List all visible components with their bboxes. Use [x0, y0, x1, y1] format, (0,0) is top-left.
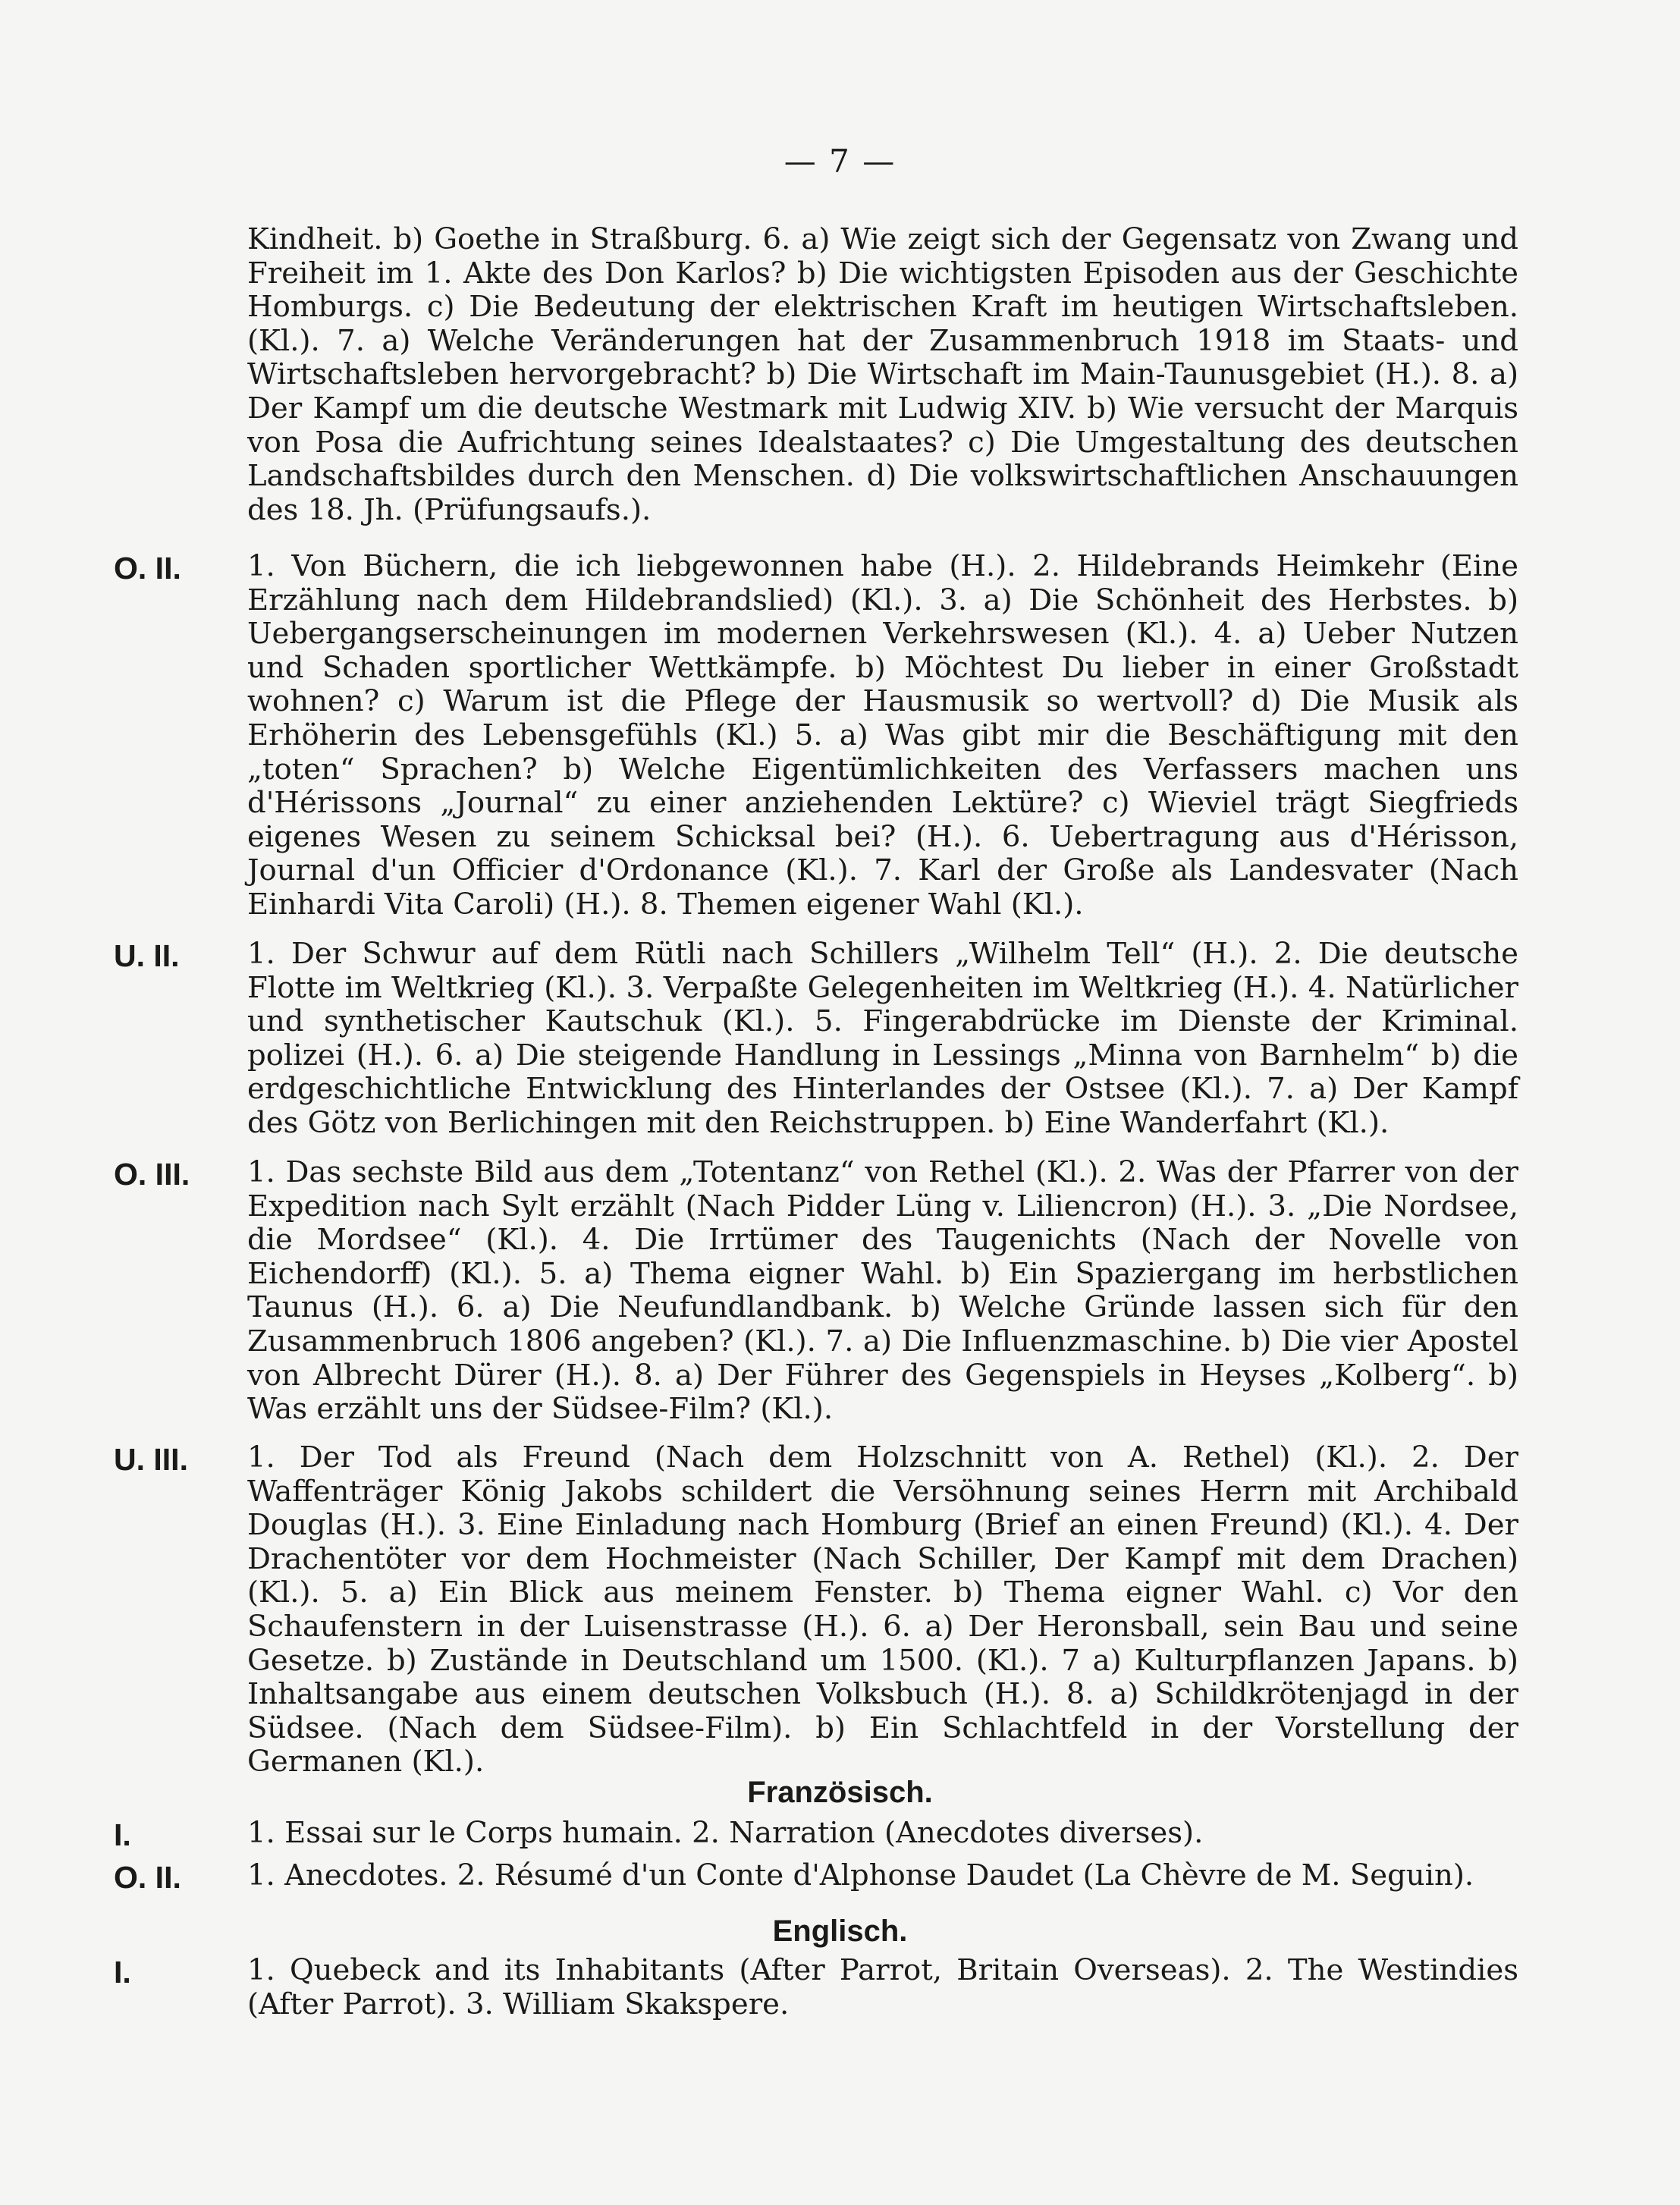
- section-text: 1. Das sechste Bild aus dem „Totentanz“ von Rethel (Kl.). 2. Was der Pfarrer von der Expedition nach Sylt erzählt (Nach Pidder Lüng v. Liliencron) (H.). 3. „Die Nordsee, die Mordsee“ (Kl.). 4. Die Irrtümer des Taugenichts (Nach der Novelle von Eichendorff) (Kl.). 5. a) Thema eigner Wahl. b) Ein Spaziergang im herbstlichen Taunus (H.). 6. a) Die Neufundlandbank. b) Welche Gründe lassen sich für den Zusammenbruch 1806 angeben? (Kl.). 7. a) Die Influenzmaschine. b) Die vier Apostel von Albrecht Dürer (H.). 8. a) Der Führer des Gegenspiels in Heyses „Kolberg“. b) Was erzählt uns der Südsee-Film? (Kl.).: [247, 1155, 1518, 1427]
- class-label: I.: [114, 1817, 131, 1852]
- section-text: 1. Der Tod als Freund (Nach dem Holzschnitt von A. Rethel) (Kl.). 2. Der Waffenträger König Jakobs schildert die Versöhnung seines Herrn mit Archibald Douglas (H.). 3. Eine Einladung nach Homburg (Brief an einen Freund) (Kl.). 4. Der Drachentöter vor dem Hochmeister (Nach Schiller, Der Kampf mit dem Drachen) (Kl.). 5. a) Ein Blick aus meinem Fenster. b) Thema eigner Wahl. c) Vor den Schaufenstern in der Luisenstrasse (H.). 6. a) Der Heronsball, sein Bau und seine Gesetze. b) Zustände in Deutschland um 1500. (Kl.). 7 a) Kulturpflanzen Japans. b) Inhaltsangabe aus einem deutschen Volksbuch (H.). 8. a) Schildkrötenjagd in der Südsee. (Nach dem Südsee-Film). b) Ein Schlachtfeld in der Vorstellung der Germanen (Kl.).: [247, 1440, 1518, 1779]
- section-text: 1. Von Büchern, die ich liebgewonnen habe (H.). 2. Hildebrands Heimkehr (Eine Erzählung nach dem Hildebrandslied) (Kl.). 3. a) Die Schönheit des Herbstes. b) Uebergangserscheinungen im modernen Verkehrswesen (Kl.). 4. a) Ueber Nutzen und Schaden sportlicher Wettkämpfe. b) Möchtest Du lieber in einer Großstadt wohnen? c) Warum ist die Pflege der Hausmusik so wertvoll? d) Die Musik als Erhöherin des Lebensgefühls (Kl.) 5. a) Was gibt mir die Beschäftigung mit den „toten“ Sprachen? b) Welche Eigentümlichkeiten des Verfassers machen uns d'Hérissons „Journal“ zu einer anziehenden Lektüre? c) Wieviel trägt Siegfrieds eigenes Wesen zu seinem Schicksal bei? (H.). 6. Uebertragung aus d'Hérisson, Journal d'un Officier d'Ordonance (Kl.). 7. Karl der Große als Landesvater (Nach Einhardi Vita Caroli) (H.). 8. Themen eigener Wahl (Kl.).: [247, 549, 1518, 922]
- class-label: U. III.: [114, 1442, 188, 1477]
- section-text: 1. Der Schwur auf dem Rütli nach Schillers „Wilhelm Tell“ (H.). 2. Die deutsche Flotte im Weltkrieg (Kl.). 3. Verpaßte Gelegenheiten im Weltkrieg (H.). 4. Natürlicher und synthetischer Kautschuk (Kl.). 5. Fingerabdrücke im Dienste der Kriminal. polizei (H.). 6. a) Die steigende Handlung in Lessings „Minna von Barnhelm“ b) die erdgeschichtliche Entwicklung des Hinterlandes der Ostsee (Kl.). 7. a) Der Kampf des Götz von Berlichingen mit den Reichstruppen. b) Eine Wanderfahrt (Kl.).: [247, 937, 1518, 1140]
- paragraph-text: Kindheit. b) Goethe in Straßburg. 6. a) Wie zeigt sich der Gegensatz von Zwang und Freiheit im 1. Akte des Don Karlos? b) Die wichtigsten Episoden aus der Geschichte Homburgs. c) Die Bedeutung der elektrischen Kraft im heutigen Wirtschaftsleben. (Kl.). 7. a) Welche Veränderungen hat der Zusammenbruch 1918 im Staats- und Wirtschaftsleben hervorgebracht? b) Die Wirtschaft im Main-Taunusgebiet (H.). 8. a) Der Kampf um die deutsche Westmark mit Ludwig XIV. b) Wie versucht der Marquis von Posa die Aufrichtung seines Idealstaates? c) Die Umgestaltung des deutschen Landschaftsbildes durch den Menschen. d) Die volkswirtschaftlichen Anschauungen des 18. Jh. (Prüfungsaufs.).: [247, 222, 1518, 527]
- class-label: I.: [114, 1955, 131, 1990]
- entry-text: 1. Anecdotes. 2. Résumé d'un Conte d'Alphonse Daudet (La Chèvre de M. Seguin).: [247, 1858, 1474, 1892]
- page-number: — 7 —: [783, 143, 897, 180]
- class-label: O. II.: [114, 551, 181, 586]
- entry-text: 1. Quebeck and its Inhabitants (After Parrot, Britain Overseas). 2. The Westindies (After Parrot). 3. William Skakspere.: [247, 1953, 1518, 2021]
- entry-text: 1. Essai sur le Corps humain. 2. Narration (Anecdotes diverses).: [247, 1816, 1204, 1850]
- english-heading: Englisch.: [772, 1914, 908, 1948]
- class-label: O. II.: [114, 1860, 181, 1895]
- class-label: O. III.: [114, 1157, 190, 1192]
- french-heading: Französisch.: [747, 1776, 933, 1809]
- class-label: U. II.: [114, 938, 180, 973]
